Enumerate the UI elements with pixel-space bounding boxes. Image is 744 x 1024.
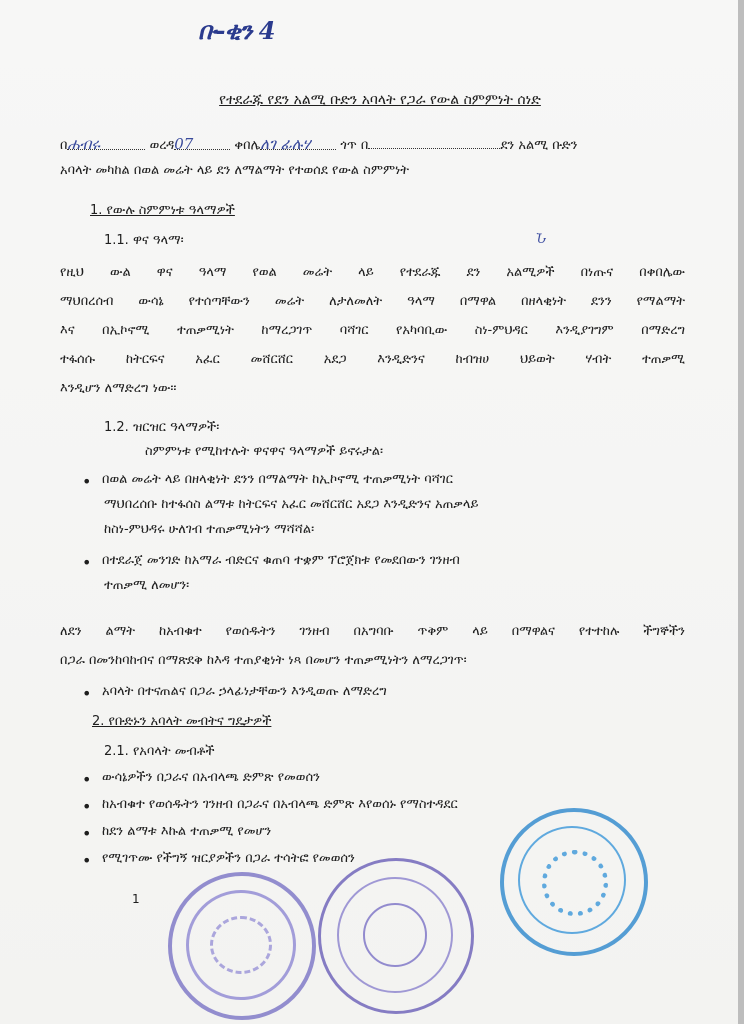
stamp-left-seal — [168, 872, 316, 1020]
intro-line-2: አባላት መካከል በወል መሬት ላይ ደን ለማልማት የተወሰደ የውል ስምምነት — [60, 163, 410, 178]
section-heading-2: 2. የቡድኑን አባላት መብትና ግዴታዎች — [92, 714, 272, 729]
intro-line-1: በሐብሩ ወረዳ07 ቀበሌለገ ፊሉሃ ጎጥ በ ደን አልሚ ቡድን — [60, 135, 578, 153]
page-edge — [738, 0, 744, 1024]
rights-item: • ከደን ልማቱ እኩል ተጠቃሚ የመሆን — [84, 824, 271, 839]
stamp-right-seal — [500, 808, 648, 956]
paragraph-line: የዚህ ውል ዋና ዓላማ የወል መሬት ላይ የተደራጁ ደን አልሚዎች በነጡና በቀበሌው — [60, 265, 685, 280]
paragraph-line: በጋራ በመንከባከብና በማጽደቅ ከእዳ ተጠያቂነት ነጻ በመሆን ተጠቃሚነትን ለማረጋገጥ፡ — [60, 653, 467, 668]
list-item-continuation: ተጠቃሚ ለመሆን፡ — [104, 578, 190, 593]
page-number: 1 — [132, 892, 140, 906]
section-heading-1: 1. የውሉ ስምምነቱ ዓላማዎች — [90, 203, 235, 218]
blank-kebele — [260, 135, 336, 153]
blank-woreda — [174, 135, 230, 153]
list-item: • አባላት በተናጠልና በጋራ ኃላፊነታቸውን እንዲወጡ ለማድረግ — [84, 684, 387, 699]
list-item-continuation: ከስነ-ምህዳሩ ሁለገብ ተጠቃሚነትን ማሻሻል፡ — [104, 522, 315, 537]
handwritten-fill: ሐብሩ — [67, 135, 100, 153]
document-title: የተደራጁ የደን አልሚ ቡድን አባላት የጋራ የውል ስምምነት ሰነድ — [219, 92, 541, 108]
paragraph-line: ተፋሰሱ ከትርፍና አፈር መሸርሸር አደጋ እንዲድንና ከብዝሀ ህይወት ሃብት ተጠቃሚ — [60, 352, 685, 367]
subsection-heading-1-2: 1.2. ዝርዝር ዓላማዎች፡ — [104, 420, 220, 435]
stamp-emblem-icon — [363, 903, 427, 967]
subsection-intro: ስምምነቱ የሚከተሉት ዋናዋና ዓላማዎች ይኖሩታል፡ — [145, 444, 384, 459]
handwritten-tick: Ն — [536, 232, 547, 247]
paragraph-line: ለደን ልማት ከአብቁተ የወሰዱትን ገንዘብ በአግባቡ ጥቅም ላይ በማዋልና የተተከሉ ችግኞችን — [60, 624, 685, 639]
handwritten-note: ቡ-ቂን 4 — [198, 16, 275, 45]
stamp-middle-seal — [318, 858, 474, 1014]
subsection-heading-1-1: 1.1. ዋና ዓላማ፡ — [104, 233, 184, 248]
list-item-continuation: ማህበረሰቡ ከተፋሰስ ልማቱ ከትርፍና አፈር መሸርሸር አደጋ እንዲድንና አጠቃላይ — [104, 497, 479, 512]
rights-item: • ከአብቁተ የወሰዱትን ገንዘብ በጋራና በአብላጫ ድምጽ እየወሰኑ የማስተዳደር — [84, 797, 458, 812]
blank-kebele-name — [67, 135, 145, 153]
handwritten-fill: 07 — [174, 135, 194, 153]
subsection-heading-2-1: 2.1. የአባላት መብቶች — [104, 744, 215, 759]
blank-got — [368, 134, 500, 149]
rights-item: • የሚገጥሙ የችግኝ ዝርያዎችን በጋራ ተሳትፎ የመወሰን — [84, 851, 355, 866]
paragraph-line: እንዲሆን ለማድረግ ነው፡፡ — [60, 381, 177, 396]
list-item: • በወል መሬት ላይ በዘላቂነት ደንን በማልማት ከኢኮኖሚ ተጠቃሚነት ባሻገር — [84, 472, 453, 487]
paragraph-line: እና በኢኮኖሚ ተጠቃሚነት ከማረጋገጥ ባሻገር የአካባቢው ስነ-ምህዳር እንዲያገግም በማድረግ — [60, 323, 685, 338]
handwritten-fill: ለገ ፊሉሃ — [260, 135, 311, 153]
stamp-emblem-icon — [210, 916, 272, 974]
paragraph-line: ማህበረሰብ ውሳኔ የተሰጣቸውን መሬት ለታለመለት ዓላማ በማዋል በዘላቂነት ደንን የማልማት — [60, 294, 685, 309]
list-item: • በተደራጀ መንገድ ከአማራ ብድርና ቁጠባ ተቋም ፕሮጀክቱ የመደበውን ገንዘብ — [84, 553, 460, 568]
stamp-emblem-icon — [542, 850, 608, 916]
rights-item: • ውሳኔዎችን በጋራና በአብላጫ ድምጽ የመወሰን — [84, 770, 320, 785]
